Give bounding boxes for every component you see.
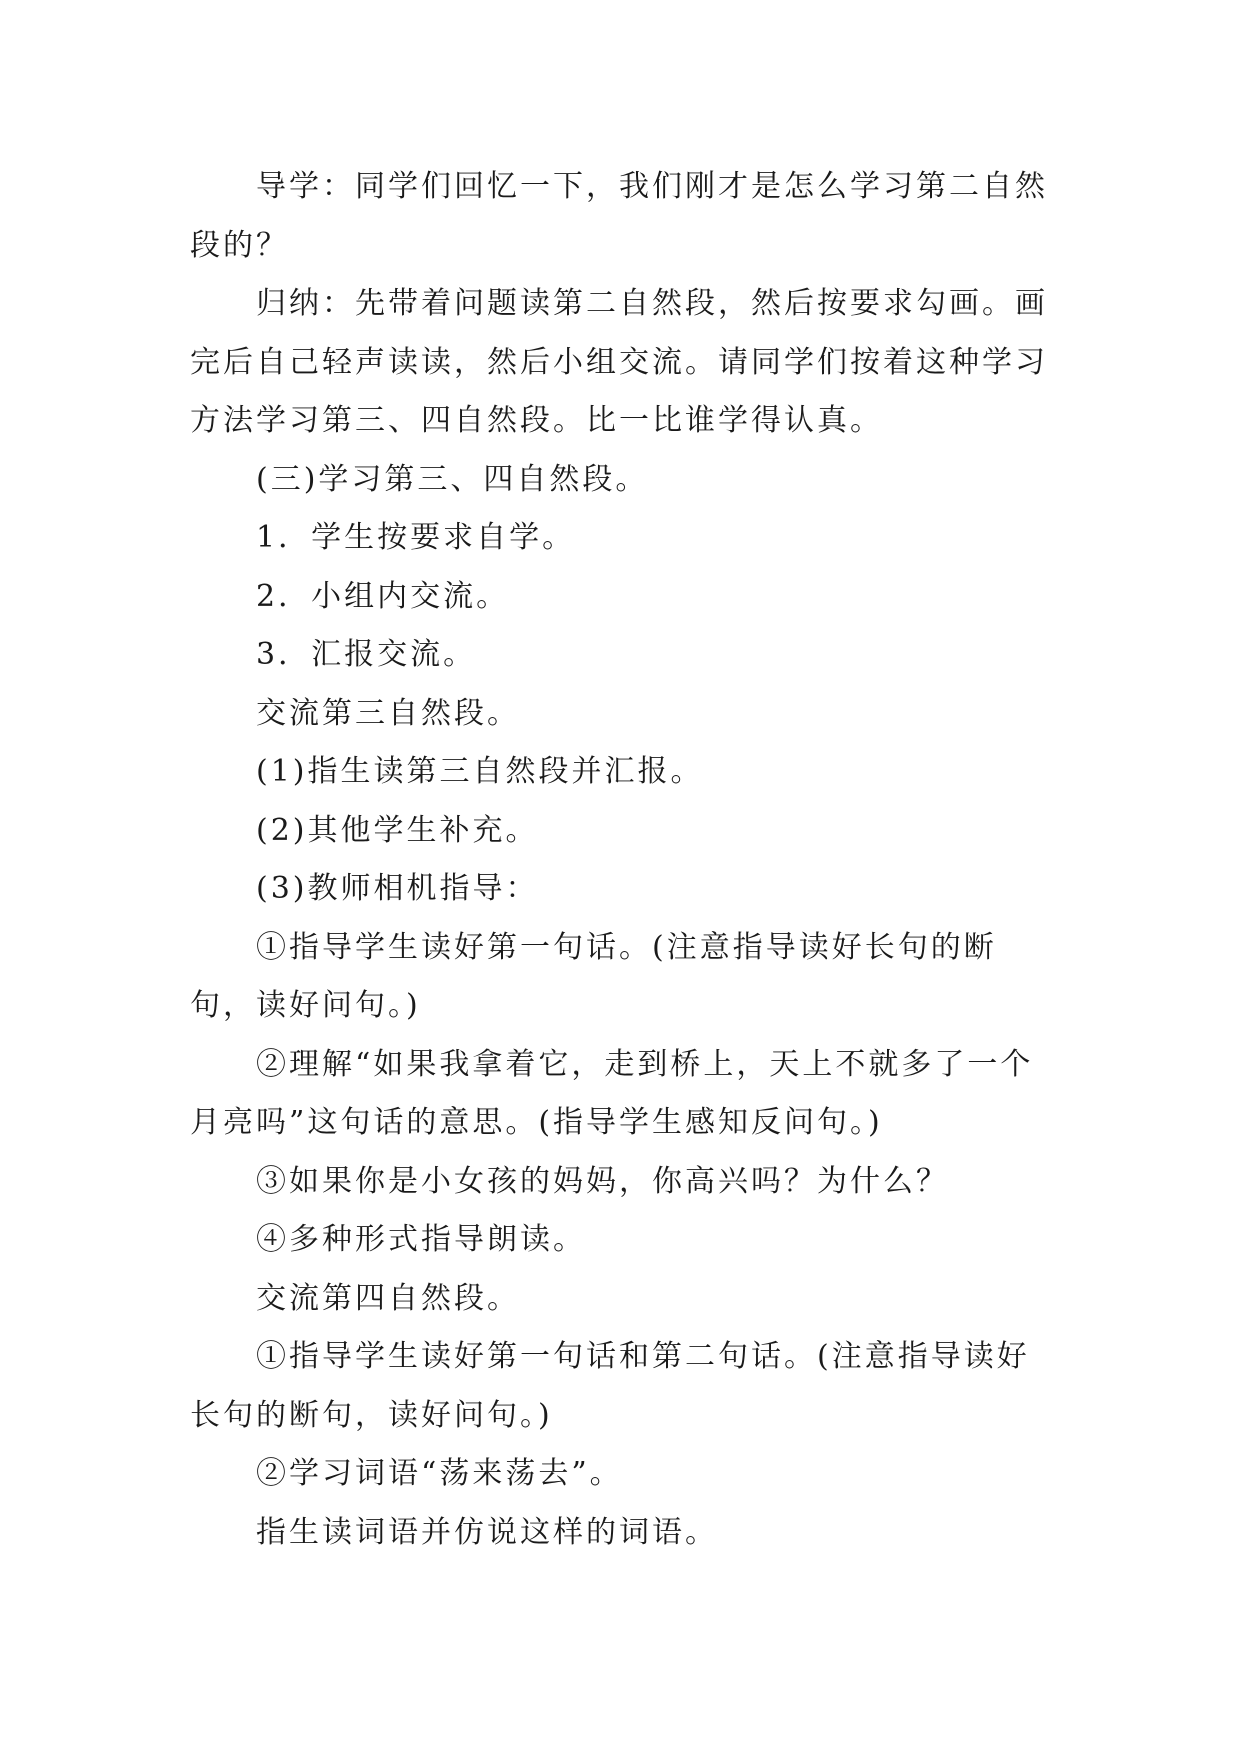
circled-item-2: ②理解“如果我拿着它，走到桥上，天上不就多了一个月亮吗”这句话的意思。(指导学生感知反问句。) <box>190 1046 1034 1140</box>
section-heading-3: (三)学习第三、四自然段。 <box>256 461 649 497</box>
sub-item-3: (3)教师相机指导： <box>256 871 539 906</box>
paragraph-guide: 导学：同学们回忆一下，我们刚才是怎么学习第二自然段的？ <box>190 169 1048 263</box>
list-item-2: 2．小组内交流。 <box>256 578 510 614</box>
subheading-paragraph-4: 交流第四自然段。 <box>256 1280 520 1316</box>
subheading-paragraph-3: 交流第三自然段。 <box>256 695 520 731</box>
document-body <box>190 158 1052 1562</box>
sub-item-2: (2)其他学生补充。 <box>256 812 539 848</box>
list-item-1: 1．学生按要求自学。 <box>256 520 576 555</box>
circled-item-4: ④多种形式指导朗读。 <box>256 1222 586 1257</box>
circled-item-1: ①指导学生读好第一句话。(注意指导读好长句的断句，读好问句。) <box>190 929 997 1023</box>
circled-item-3: ③如果你是小女孩的妈妈，你高兴吗？为什么？ <box>256 1163 949 1199</box>
p4-circled-item-2: ②学习词语“荡来荡去”。 <box>256 1456 623 1491</box>
paragraph-summary: 归纳：先带着问题读第二自然段，然后按要求勾画。画完后自己轻声读读，然后小组交流。请同学们按着这种学习方法学习第三、四自然段。比一比谁学得认真。 <box>190 286 1048 438</box>
p4-circled-item-1: ①指导学生读好第一句话和第二句话。(注意指导读好长句的断句，读好问句。) <box>190 1339 1030 1433</box>
sub-item-1: (1)指生读第三自然段并汇报。 <box>256 754 704 789</box>
list-item-3: 3．汇报交流。 <box>256 637 477 672</box>
closing-paragraph: 指生读词语并仿说这样的词语。 <box>256 1514 718 1550</box>
